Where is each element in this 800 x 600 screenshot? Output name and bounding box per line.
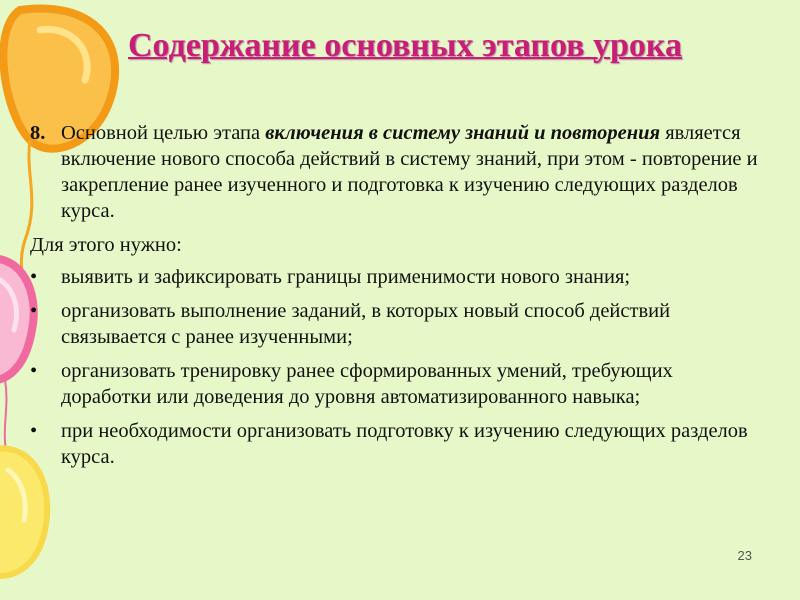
slide-title: Содержание основных этапов урока [128, 27, 682, 64]
list-item [30, 264, 760, 290]
bullet-icon: • [30, 360, 38, 382]
list-item-text: при необходимости организовать подготовку к изучению следующих разделов курса. [61, 420, 748, 468]
item-number: 8. [30, 122, 46, 144]
pink-balloon-icon [0, 258, 34, 460]
intro-text: Для этого нужно: [30, 234, 182, 256]
page-number: 23 [737, 548, 752, 563]
list-item [30, 298, 760, 350]
bullet-icon: • [30, 300, 38, 322]
bullet-list [30, 264, 760, 470]
item-emphasis: включения в систему знаний и повторения [265, 122, 661, 144]
item-text-before: Основной целью этапа [61, 122, 266, 144]
numbered-item [30, 120, 760, 224]
list-item [30, 358, 760, 410]
item-text [61, 120, 760, 224]
list-item-text: организовать тренировку ранее сформированных умений, требующих доработки или доведения до уровня автоматизированного навыка; [61, 360, 673, 408]
bullet-icon: • [30, 420, 38, 442]
slide-body [30, 120, 760, 478]
item-text-after: является включение нового способа действий в систему знаний, при этом - повторение и закрепление ранее изученного и подготовка к изучению следующих разделов курса. [61, 122, 758, 222]
list-item-text: организовать выполнение заданий, в которых новый способ действий связывается с ранее изученными; [61, 300, 671, 348]
list-item [30, 418, 760, 470]
bullet-icon: • [30, 266, 38, 288]
list-item-text: выявить и зафиксировать границы применимости нового знания; [61, 266, 631, 288]
